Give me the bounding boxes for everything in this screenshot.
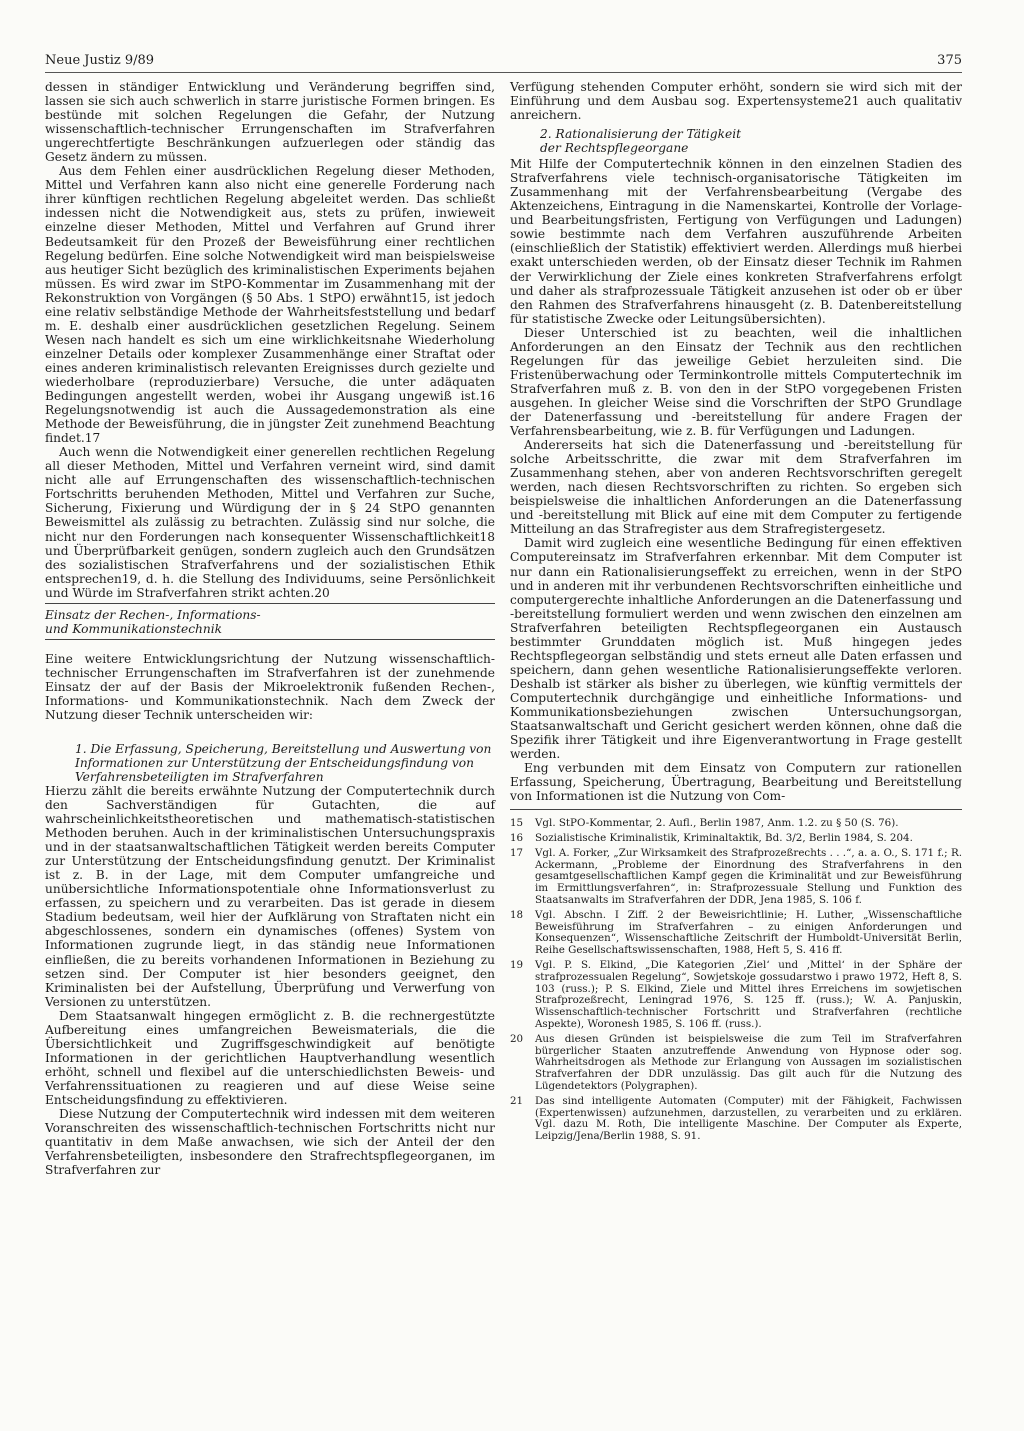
subsection-heading-line: 2. Rationalisierung der Tätigkeit [540,127,741,142]
footnote [510,910,962,957]
footnote-number: 15 [510,817,524,830]
paragraph: Diese Nutzung der Computertechnik wird indessen mit dem weiteren Voranschreiten des wissenschaftlich-technischen Fortschritts nicht nur quantitativ in dem Maße anwachsen, wie sich der Anteil der den Verfahrensbeteiligten, insbesondere den Strafrechtspflegeorganen, im Strafverfahren zur [45,1107,495,1178]
footnote [510,833,962,845]
footnote-divider [510,809,962,810]
subsection-heading-line: der Rechtspflegeorgane [540,141,689,156]
left-column [45,80,495,1177]
journal-title: Neue Justiz 9/89 [45,53,155,68]
footnote-text: Vgl. P. S. Elkind, „Die Kategorien ‚Ziel‘ und ‚Mittel‘ in der Sphäre der strafprozessualen Regelung“, Sowjetskoje gossudarstwo i prawo 1972, Heft 8, S. 103 (russ.); P. S. Elkind, Ziele und Mittel ihres Erreichens im sowjetischen Strafprozeßrecht, Leningrad 1976, S. 125 ff. (russ.); W. A. Panjuskin, Wissenschaftlich-technischer Fortschritt und Strafverfahren (rechtliche Aspekte), Woronesh 1985, S. 106 ff. (russ.). [535,959,962,1031]
paragraph: Verfügung stehenden Computer erhöht, sondern sie wird sich mit der Einführung und dem Ausbau sog. Expertensysteme21 auch qualitativ anreichern. [510,80,962,123]
footnote-number: 20 [510,1032,524,1045]
footnote-number: 18 [510,908,524,921]
footnote [510,848,962,907]
paragraph: Hierzu zählt die bereits erwähnte Nutzung der Computertechnik durch den Sachverständigen für Gutachten, die auf wahrscheinlichkeitstheoretischen und mathematisch-statistischen Methoden beruhen. Auch in der kriminalistischen Untersuchungspraxis und in der staatsanwaltschaftlichen Tätigkeit werden bereits Computer zur Unterstützung der Entscheidungsfindung genutzt. Der Kriminalist ist z. B. in der Lage, mit dem Computer umfangreiche und unübersichtliche Informationspotentiale ohne Informationsverlust zu erfassen, zu speichern und zu verarbeiten. Das ist gerade in diesem Stadium bedeutsam, weil hier der Aufklärung von Straftaten nicht ein abgeschlossenes, sondern ein dynamisches (offenes) System von Informationen zugrunde liegt, in das ständig neue Informationen einfließen, die zu bereits vorhandenen Informationen in Beziehung zu setzen sind. Der Computer ist hier besonders geeignet, den Kriminalisten bei der Aufstellung, Überprüfung und Verwerfung von Versionen zu unterstützen. [45,783,495,1009]
footnote-text: Das sind intelligente Automaten (Computer) mit der Fähigkeit, Fachwissen (Expertenwissen) aufzunehmen, darzustellen, zu verarbeiten und zu erklären. Vgl. dazu M. Roth, Die intelligente Maschine. Der Computer als Experte, Leipzig/Jena/Berlin 1988, S. 91. [535,1094,962,1143]
paragraph: Eine weitere Entwicklungsrichtung der Nutzung wissenschaftlich-technischer Errungenschaften im Strafverfahren ist der zunehmende Einsatz der auf der Basis der Mikroelektronik fußenden Rechen-, Informations- und Kommunikationstechnik. Nach dem Zweck der Nutzung dieser Technik unterscheiden wir: [45,651,495,722]
footnote-text: Aus diesen Gründen ist beispielsweise die zum Teil im Strafverfahren bürgerlicher Staaten anzutreffende Anwendung von Hypnose oder sog. Wahrheitsdrogen als Methode zur Erlangung von Aussagen im sozialistischen Strafverfahren der DDR unzulässig. Das gilt auch für die Nutzung des Lügendetektors (Polygraphen). [535,1032,962,1093]
footnote [510,1034,962,1093]
paragraph: Dem Staatsanwalt hingegen ermöglicht z. B. die rechnergestützte Aufbereitung eines umfangreichen Beweismaterials, die die Übersichtlichkeit und Zugriffsgeschwindigkeit auf benötigte Informationen in der gerichtlichen Hauptverhandlung wesentlich erhöht, schnell und flexibel auf die unterschiedlichsten Beweis- und Verfahrenssituationen zu reagieren und auf diese Weise seine Entscheidungsfindung zu effektivieren. [45,1008,495,1107]
footnote-text: Sozialistische Kriminalistik, Kriminaltaktik, Bd. 3/2, Berlin 1984, S. 204. [535,832,913,845]
page-header [45,50,962,73]
footnotes [510,818,962,1143]
paragraph: Mit Hilfe der Computertechnik können in den einzelnen Stadien des Strafverfahrens viele technisch-organisatorische Tätigkeiten im Zusammenhang mit der Verfahrensbearbeitung (Vergabe des Aktenzeichens, Eintragung in die Namenskartei, Kontrolle der Vorlage- und Bearbeitungsfristen, Fertigung von Verfügungen und Ladungen) sowie bestimmte nach dem Verfahren auszuführende Arbeiten (einschließlich der Statistik) effektiviert werden. Allerdings muß hierbei exakt unterschieden werden, ob der Einsatz dieser Technik im Rahmen der Verwirklichung der Ziele eines konkreten Strafverfahrens erfolgt und daher als strafprozessuale Tätigkeit anzusehen ist oder ob er über den Rahmen des Strafverfahrens hinausgeht (z. B. Datenbereitstellung für statistische Zwecke oder Leitungsübersichten). [510,157,962,326]
paragraph: Damit wird zugleich eine wesentliche Bedingung für einen effektiven Computereinsatz im Strafverfahren erkennbar. Mit dem Computer ist nur dann ein Rationalisierungseffekt zu erreichen, wenn in der StPO und in anderen mit ihr verbundenen Rechtsvorschriften einheitliche und computergerechte inhaltliche Anforderungen an die Datenerfassung und -bereitstellung formuliert werden und wenn zwischen den einzelnen am Strafverfahren beteiligten Rechtspflegeorganen ein Austausch bestimmter Grunddaten möglich ist. Muß hingegen jedes Rechtspflegeorgan selbständig und stets erneut alle Daten erfassen und speichern, dann gehen wesentliche Rationalisierungseffekte verloren. Deshalb ist stärker als bisher zu überlegen, wie künftig vermittels der Computertechnik durchgängige und einheitliche Informations- und Kommunikationsbeziehungen zwischen Untersuchungsorgan, Staatsanwaltschaft und Gericht gesichert werden können, ohne daß die Spezifik ihrer Tätigkeit und ihre Eigenverantwortung in Frage gestellt werden. [510,536,962,762]
paragraph: Dieser Unterschied ist zu beachten, weil die inhaltlichen Anforderungen an den Einsatz der Technik aus den rechtlichen Regelungen für das jeweilige Gebiet herzuleiten sind. Die Fristenüberwachung oder Terminkontrolle mittels Computertechnik im Strafverfahren muß z. B. von den in der StPO vorgegebenen Fristen ausgehen. In gleicher Weise sind die Vorschriften der StPO Grundlage der Datenerfassung und -bereitstellung für andere Fragen der Verfahrensbearbeitung, wie z. B. für Verfügungen und Ladungen. [510,325,962,439]
footnote-number: 21 [510,1094,524,1107]
footnote [510,1096,962,1143]
paragraph: Andererseits hat sich die Datenerfassung und -bereitstellung für solche Arbeitsschritte, die zwar mit dem Strafverfahren im Zusammenhang stehen, aber von anderen Rechtsvorschriften geregelt werden, nach diesen Rechtsvorschriften zu richten. So ergeben sich beispielsweise die inhaltlichen Anforderungen an die Datenerfassung und -bereitstellung mit Blick auf eine mit dem Computer zu fertigende Mitteilung an das Strafregister aus dem Strafregistergesetz. [510,438,962,537]
footnote [510,818,962,830]
page-number: 375 [937,53,962,68]
footnote-number: 16 [510,832,524,845]
right-column [510,80,962,1146]
subsection-heading: 1. Die Erfassung, Speicherung, Bereitstellung und Auswertung von Informationen zur Unterstützung der Entscheidungsfindung von Verfahrensbeteiligten im Strafverfahren [75,741,492,784]
footnote-text: Vgl. Abschn. I Ziff. 2 der Beweisrichtlinie; H. Luther, „Wissenschaftliche Beweisführung im Strafverfahren – zu einigen Anforderungen und Konsequenzen“, Wissenschaftliche Zeitschrift der Humboldt-Universität Berlin, Reihe Gesellschaftswissenschaften, 1988, Heft 5, S. 416 ff. [535,908,962,957]
footnote-text: Vgl. A. Forker, „Zur Wirksamkeit des Strafprozeßrechts . . .“, a. a. O., S. 171 f.; R. Ackermann, „Probleme der Einordnung des Strafverfahrens in den gesamtgesellschaftlichen Kampf gegen die Kriminalität und zur Beweisführung im Ermittlungsverfahren“, in: Strafprozessuale Stellung und Funktion des Staatsanwalts im Strafverfahren der DDR, Jena 1985, S. 106 f. [535,846,962,907]
section-heading [45,603,495,640]
section-heading-line: Einsatz der Rechen-, Informations- [45,607,261,622]
footnote [510,960,962,1031]
paragraph: dessen in ständiger Entwicklung und Veränderung begriffen sind, lassen sie sich auch schwerlich in starre juristische Formen bringen. Es bestünde mit solchen Regelungen die Gefahr, der Nutzung wissenschaftlich-technischer Errungenschaften im Strafverfahren ungerechtfertigte Beschränkungen aufzuerlegen oder ständig das Gesetz ändern zu müssen. [45,80,495,165]
footnote-number: 17 [510,846,524,859]
subsection-heading [510,127,962,155]
paragraph: Auch wenn die Notwendigkeit einer generellen rechtlichen Regelung all dieser Methoden, Mittel und Verfahren verneint wird, sind damit nicht alle auf Errungenschaften des wissenschaftlich-technischen Fortschritts beruhenden Methoden, Mittel und Verfahren zur Suche, Sicherung, Fixierung und Würdigung der in § 24 StPO genannten Beweismittel als zulässig zu betrachten. Zulässig sind nur solche, die nicht nur den Forderungen nach konsequenter Wissenschaftlichkeit18 und Überprüfbarkeit genügen, sondern zugleich auch den Grundsätzen des sozialistischen Strafverfahrens und der sozialistischen Ethik entsprechen19, d. h. die Stellung des Individuums, seine Persönlichkeit und Würde im Strafverfahren strikt achten.20 [45,445,495,600]
footnote-number: 19 [510,959,524,972]
paragraph: Eng verbunden mit dem Einsatz von Computern zur rationellen Erfassung, Speicherung, Übertragung, Bearbeitung und Bereitstellung von Informationen ist die Nutzung von Com- [510,761,962,804]
section-heading-line: und Kommunikationstechnik [45,621,223,636]
footnote-text: Vgl. StPO-Kommentar, 2. Aufl., Berlin 1987, Anm. 1.2. zu § 50 (S. 76). [535,817,899,830]
paragraph: Aus dem Fehlen einer ausdrücklichen Regelung dieser Methoden, Mittel und Verfahren kann also nicht eine generelle Forderung nach ihrer künftigen rechtlichen Regelung abgeleitet werden. Das schließt indessen nicht die Notwendigkeit aus, stets zu prüfen, inwieweit einzelne dieser Methoden, Mittel und Verfahren auf Grund ihrer Bedeutsamkeit für den Prozeß der Beweisführung einer rechtlichen Regelung bedürfen. Eine solche Notwendigkeit wird man beispielsweise aus heutiger Sicht bezüglich des kriminalistischen Experiments bejahen müssen. Es wird zwar im StPO-Kommentar im Zusammenhang mit der Rekonstruktion von Vorgängen (§ 50 Abs. 1 StPO) erwähnt15, ist jedoch eine relativ selbständige Methode der Wahrheitsfeststellung und bedarf m. E. deshalb einer ausdrücklichen gesetzlichen Regelung. Seinem Wesen nach handelt es sich um eine wirklichkeitsnahe Wiederholung einzelner Details oder komplexer Zusammenhänge einer Straftat oder eines anderen kriminalistisch relevanten Ereignisses durch gezielte und wiederholbare (reproduzierbare) Versuche, die unter adäquaten Bedingungen angestellt werden, wobei ihr Ausgang ungewiß ist.16 Regelungsnotwendig ist auch die Aussagedemonstration als eine Methode der Beweisführung, die in jüngster Zeit zunehmend Beachtung findet.17 [45,164,495,446]
